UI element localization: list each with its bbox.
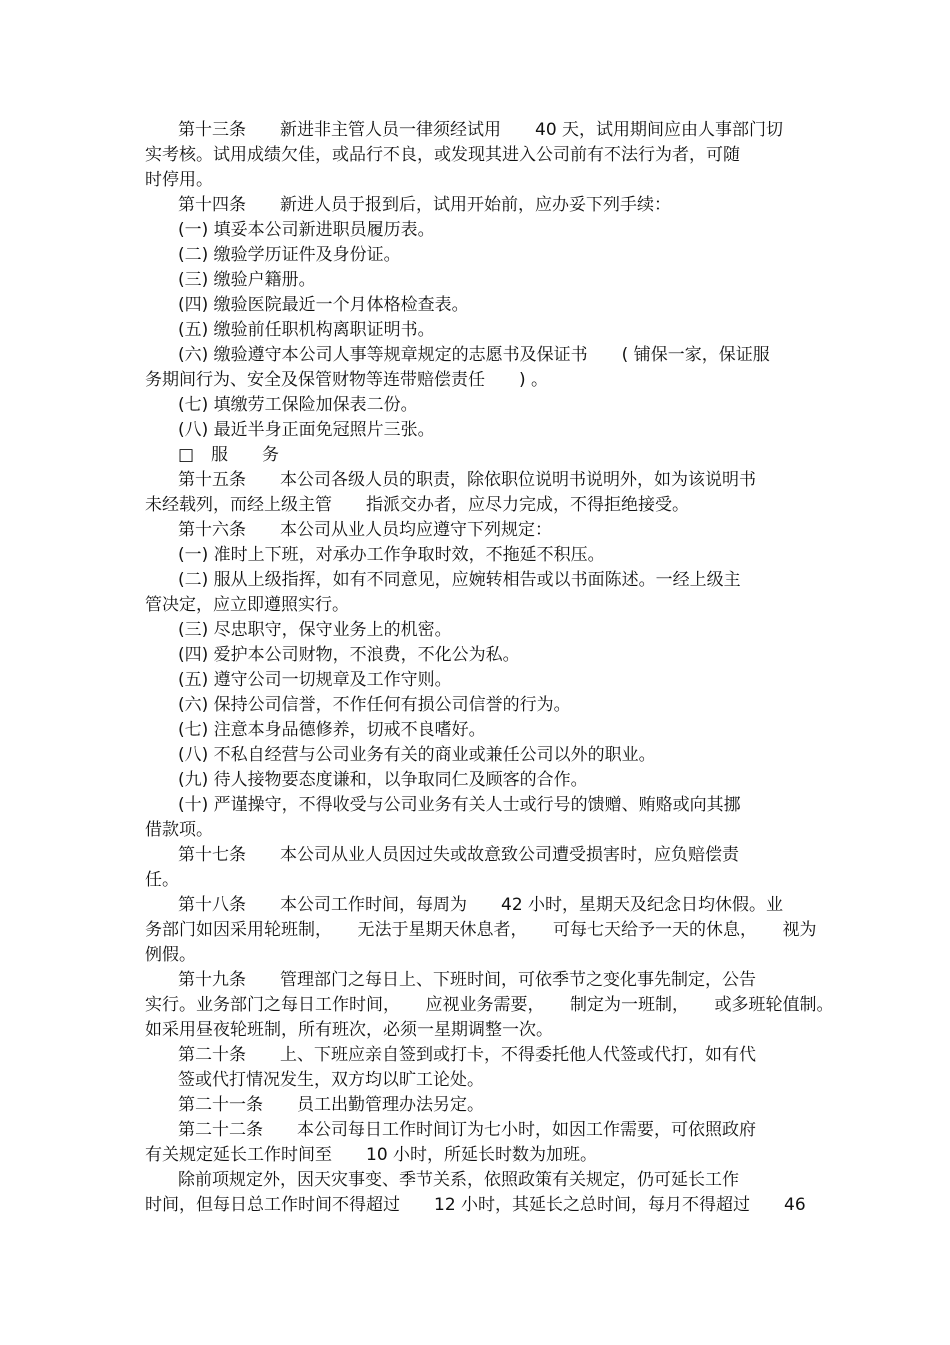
list-item: (一) 准时上下班，对承办工作争取时效，不拖延不积压。 [178,545,605,565]
list-item: (二) 缴验学历证件及身份证。 [178,245,401,265]
list-item: (七) 填缴劳工保险加保表二份。 [178,395,418,415]
list-item: (二) 服从上级指挥，如有不同意见，应婉转相告或以书面陈述。一经上级主 [178,570,741,590]
text-line: 例假。 [145,945,196,965]
list-item: (五) 缴验前任职机构离职证明书。 [178,320,435,340]
text-line: 未经载列，而经上级主管 指派交办者，应尽力完成，不得拒绝接受。 [145,495,689,515]
text-line: 第十四条 新进人员于报到后，试用开始前，应办妥下列手续： [178,195,671,215]
text-line: 管决定，应立即遵照实行。 [145,595,349,615]
section-heading: □ 服 务 [178,445,280,465]
list-item: (八) 最近半身正面免冠照片三张。 [178,420,435,440]
text-line: 如采用昼夜轮班制，所有班次，必须一星期调整一次。 [145,1020,553,1040]
text-line: 除前项规定外，因天灾事变、季节关系，依照政策有关规定，仍可延长工作 [178,1170,739,1190]
list-item: (四) 爱护本公司财物，不浪费，不化公为私。 [178,645,520,665]
list-item: (九) 待人接物要态度谦和，以争取同仁及顾客的合作。 [178,770,588,790]
text-line: 借款项。 [145,820,213,840]
text-line: 任。 [145,870,179,890]
list-item: (六) 缴验遵守本公司人事等规章规定的志愿书及保证书 ( 铺保一家，保证服 [178,345,770,365]
list-item: (三) 尽忠职守，保守业务上的机密。 [178,620,452,640]
text-line: 第十三条 新进非主管人员一律须经试用 40 天，试用期间应由人事部门切 [178,120,784,140]
text-line: 第二十一条 员工出勤管理办法另定。 [178,1095,484,1115]
text-line: 有关规定延长工作时间至 10 小时，所延长时数为加班。 [145,1145,598,1165]
text-line: 时间，但每日总工作时间不得超过 12 小时，其延长之总时间，每月不得超过 46 [145,1195,806,1215]
list-item: (十) 严谨操守，不得收受与公司业务有关人士或行号的馈赠、贿赂或向其挪 [178,795,741,815]
text-line: 第十五条 本公司各级人员的职责，除依职位说明书说明外，如为该说明书 [178,470,756,490]
text-line: 务期间行为、安全及保管财物等连带赔偿责任 ) 。 [145,370,549,390]
text-line: 第十六条 本公司从业人员均应遵守下列规定： [178,520,552,540]
text-line: 务部门如因采用轮班制， 无法于星期天休息者， 可每七天给予一天的休息， 视为 [145,920,817,940]
text-line: 签或代打情况发生，双方均以旷工论处。 [178,1070,484,1090]
list-item: (一) 填妥本公司新进职员履历表。 [178,220,435,240]
text-line: 第十八条 本公司工作时间，每周为 42 小时，星期天及纪念日均休假。业 [178,895,784,915]
text-line: 实行。业务部门之每日工作时间， 应视业务需要， 制定为一班制， 或多班轮值制。 [145,995,834,1015]
list-item: (五) 遵守公司一切规章及工作守则。 [178,670,452,690]
text-line: 时停用。 [145,170,213,190]
text-line: 第二十二条 本公司每日工作时间订为七小时，如因工作需要，可依照政府 [178,1120,756,1140]
text-line: 第十七条 本公司从业人员因过失或故意致公司遭受损害时，应负赔偿责 [178,845,739,865]
text-line: 实考核。试用成绩欠佳，或品行不良，或发现其进入公司前有不法行为者，可随 [145,145,740,165]
list-item: (八) 不私自经营与公司业务有关的商业或兼任公司以外的职业。 [178,745,656,765]
list-item: (三) 缴验户籍册。 [178,270,316,290]
list-item: (六) 保持公司信誉，不作任何有损公司信誉的行为。 [178,695,571,715]
text-line: 第二十条 上、下班应亲自签到或打卡，不得委托他人代签或代打，如有代 [178,1045,756,1065]
list-item: (四) 缴验医院最近一个月体格检查表。 [178,295,469,315]
text-line: 第十九条 管理部门之每日上、下班时间，可依季节之变化事先制定，公告 [178,970,756,990]
list-item: (七) 注意本身品德修养，切戒不良嗜好。 [178,720,486,740]
